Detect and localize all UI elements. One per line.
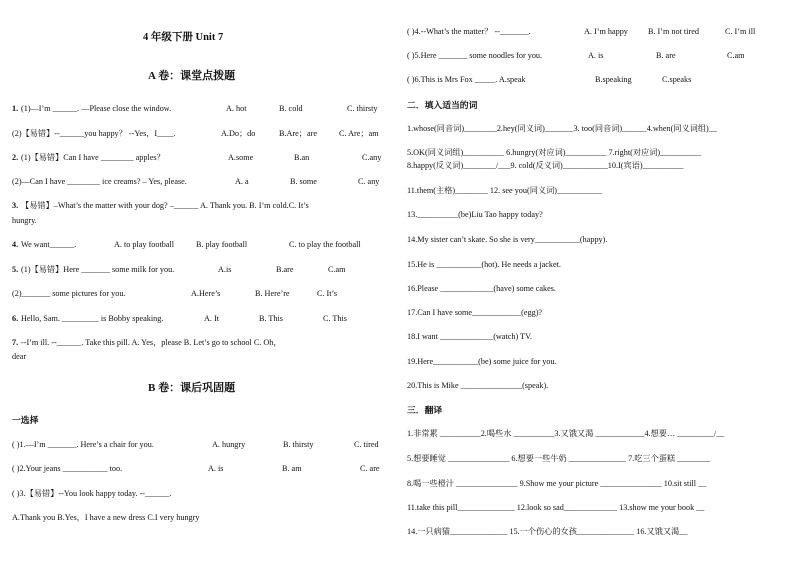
question-text: 5.想要睡觉 _______________ 6.想要一些牛奶 ______________ 7.吃三个蛋糕 ________ bbox=[407, 454, 710, 463]
option-text: A. It bbox=[204, 314, 220, 323]
option-text: C. are bbox=[360, 464, 380, 473]
question-text: 【易错】–What’s the matter with your dog? –______ A. Thank you. B. I’m cold.C. It’s bbox=[21, 201, 309, 210]
question-text: 13.__________(be)Liu Tao happy today? bbox=[407, 210, 543, 219]
option-text: B.speaking bbox=[595, 75, 632, 84]
question-text: ( )5.Here _______ some noodles for you. bbox=[407, 51, 543, 60]
question-text: dear bbox=[12, 352, 27, 361]
question-text: We want______. bbox=[21, 240, 77, 249]
question-number: 4. bbox=[12, 240, 19, 249]
option-text: C. I’m ill bbox=[725, 27, 756, 36]
option-text: A. I’m happy bbox=[584, 27, 628, 36]
option-text: B. I’m not tired bbox=[648, 27, 699, 36]
right-column bbox=[397, 0, 794, 561]
question-text: A.Thank you B.Yes，I have a new dress C.I very hungry bbox=[12, 513, 200, 522]
section-a-heading: A 卷：课堂点拨题 bbox=[148, 70, 236, 82]
question-text: 8.happy(反义词)________/___9. cold(反义词)___________10.I(宾语)__________ bbox=[407, 161, 684, 170]
option-text: C. It’s bbox=[317, 289, 338, 298]
question-text: ( )6.This is Mrs Fox _____. A.speak bbox=[407, 75, 526, 84]
question-text: 15.He is ___________(hot). He needs a jacket. bbox=[407, 260, 561, 269]
question-text: 5.OK(同义词组)__________ 6.hungry(对应词)__________ 7.right(对应词)__________ bbox=[407, 148, 702, 157]
question-text: (1)—I’m ______. —Please close the window. bbox=[21, 104, 172, 113]
question-text: 11.them(主格)________ 12. see you(同义词)___________ bbox=[407, 186, 603, 195]
question-text: 11.take this pill______________ 12.look so sad_____________ 13.show me your book __ bbox=[407, 503, 705, 512]
option-text: A.Do；do bbox=[221, 129, 256, 138]
option-text: A.Here’s bbox=[191, 289, 221, 298]
question-text: ( )3.【易错】--You look happy today. --______. bbox=[12, 489, 172, 498]
page-title: 4 年级下册 Unit 7 bbox=[143, 32, 224, 43]
option-text: C. thirsty bbox=[347, 104, 378, 113]
option-text: B.are bbox=[276, 265, 294, 274]
option-text: A. hot bbox=[226, 104, 247, 113]
option-text: C. Are；am bbox=[339, 129, 379, 138]
question-text: 20.This is Mike _______________(speak). bbox=[407, 381, 549, 390]
question-text: (2)【易错】--______you happy？ --Yes，I____. bbox=[12, 129, 176, 138]
question-text: 8.喝一些橙汁 _______________ 9.Show me your picture _______________ 10.sit still __ bbox=[407, 479, 707, 488]
option-text: C.speaks bbox=[662, 75, 692, 84]
fill-heading: 二．填入适当的词 bbox=[407, 100, 478, 110]
option-text: A. hungry bbox=[212, 440, 246, 449]
question-text: (2)_______ some pictures for you. bbox=[12, 289, 126, 298]
option-text: C. tired bbox=[354, 440, 379, 449]
option-text: C.am bbox=[328, 265, 346, 274]
question-text: (2)—Can I have ________ ice creams? – Yes, please. bbox=[12, 177, 187, 186]
question-text: 19.Here___________(be) some juice for you. bbox=[407, 357, 557, 366]
option-text: A. a bbox=[235, 177, 249, 186]
option-text: A. is bbox=[208, 464, 224, 473]
question-number: 7. bbox=[12, 338, 19, 347]
option-text: B. am bbox=[282, 464, 302, 473]
option-text: B. play football bbox=[196, 240, 248, 249]
option-text: C.any bbox=[362, 153, 382, 162]
option-text: B. This bbox=[259, 314, 283, 323]
option-text: C. This bbox=[323, 314, 347, 323]
question-text: Hello, Sam. _________ is Bobby speaking. bbox=[21, 314, 164, 323]
question-text: ( )1.—I’m _______. Here’s a chair for you. bbox=[12, 440, 154, 449]
section-b-heading: B 卷：课后巩固题 bbox=[148, 382, 236, 394]
choice-heading: 一选择 bbox=[12, 415, 39, 425]
option-text: B. cold bbox=[279, 104, 303, 113]
question-text: 16.Please _____________(have) some cakes. bbox=[407, 284, 556, 293]
question-number: 6. bbox=[12, 314, 19, 323]
option-text: B. some bbox=[290, 177, 317, 186]
question-text: 1.非常累 __________2.喝些水 __________3.又饿又渴 ____________4.想要… _________/__ bbox=[407, 429, 725, 438]
question-text: hungry. bbox=[12, 216, 37, 225]
question-text: 18.I want _____________(watch) TV. bbox=[407, 332, 532, 341]
question-text: 14.一只病猫______________ 15.一个伤心的女孩______________ 16.又饿又渴__ bbox=[407, 527, 688, 536]
option-text: C.am bbox=[727, 51, 745, 60]
option-text: A. to play football bbox=[114, 240, 175, 249]
question-text: --I’m ill. --______. Take this pill. A. Yes，please B. Let’s go to school C. Oh， bbox=[21, 338, 282, 347]
translate-heading: 三．翻译 bbox=[407, 405, 443, 415]
option-text: B. thirsty bbox=[283, 440, 314, 449]
option-text: B. Here’re bbox=[255, 289, 290, 298]
question-number: 3. bbox=[12, 201, 19, 210]
question-number: 2. bbox=[12, 153, 19, 162]
option-text: B.Are；are bbox=[279, 129, 317, 138]
option-text: A.some bbox=[228, 153, 254, 162]
option-text: A. is bbox=[588, 51, 604, 60]
option-text: A.is bbox=[218, 265, 232, 274]
question-text: ( )2.Your jeans ___________ too. bbox=[12, 464, 123, 473]
option-text: C. to play the football bbox=[289, 240, 361, 249]
option-text: B.an bbox=[294, 153, 310, 162]
question-text: 14.My sister can’t skate. So she is very___________(happy). bbox=[407, 235, 608, 244]
question-text: 17.Can I have some____________(egg)? bbox=[407, 308, 543, 317]
option-text: C. any bbox=[358, 177, 380, 186]
question-text: ( )4.--What’s the matter？ --_______. bbox=[407, 27, 531, 36]
question-text: (1)【易错】Here _______ some milk for you. bbox=[21, 265, 175, 274]
question-text: (1)【易错】Can I have ________ apples？ bbox=[21, 153, 165, 162]
question-number: 5. bbox=[12, 265, 19, 274]
question-number: 1. bbox=[12, 104, 19, 113]
option-text: B. are bbox=[656, 51, 676, 60]
question-text: 1.whose(同音词)________2.hey(同义词)_______3. too(同音词)______4.when(同义词组)__ bbox=[407, 124, 717, 133]
